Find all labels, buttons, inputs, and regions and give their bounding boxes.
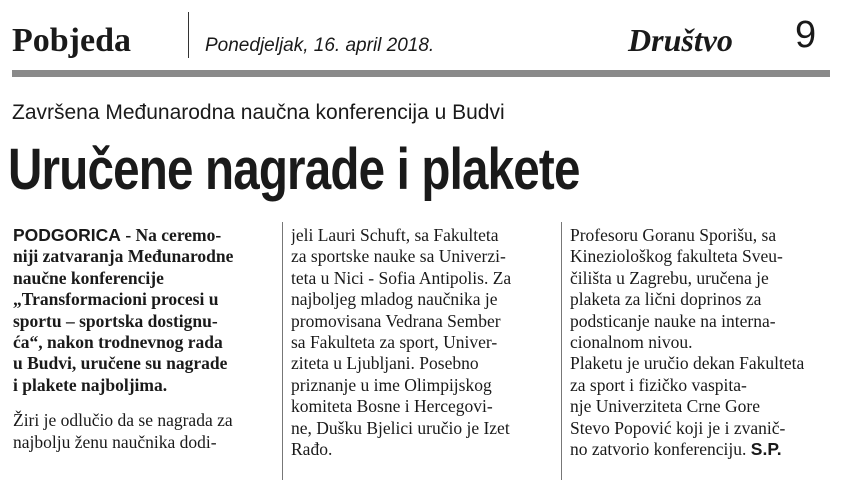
article-kicker: Završena Međunarodna naučna konferencija u Budvi (12, 101, 505, 124)
body-line: ne, Dušku Bjelici uručio je Izet (291, 417, 510, 438)
column-rule-1 (282, 222, 283, 480)
body-line: najbolju ženu naučnika dodi- (13, 431, 217, 452)
column-rule-2 (561, 222, 562, 480)
body-line: ziteta u Ljubljani. Posebno (291, 353, 479, 374)
lead-line: naučne konferencije (13, 267, 164, 288)
body-line: plaketa za lični doprinos za (570, 289, 762, 310)
lead-line: i plakete najboljima. (13, 374, 168, 395)
body-line: Plaketu je uručio dekan Fakulteta (570, 353, 805, 374)
body-line: priznanje u ime Olimpijskog (291, 374, 492, 395)
body-line: teta u Nici - Sofia Antipolis. Za (291, 267, 512, 288)
masthead-rule (12, 70, 830, 77)
lead-line (13, 225, 271, 246)
article-column-1 (13, 225, 271, 453)
body-line: sa Fakulteta za sport, Univer- (291, 331, 498, 352)
body-line: cionalnom nivou. (570, 331, 693, 352)
author-signature: S.P. (750, 438, 782, 459)
body-line: za sport i fizičko vaspita- (570, 374, 747, 395)
body-line: Kineziološkog fakulteta Sveu- (570, 246, 783, 267)
lead-line: ća“, nakon trodnevnog rada (13, 331, 223, 352)
body-line: za sportske nauke sa Univerzi- (291, 246, 506, 267)
body-line: nje Univerziteta Crne Gore (570, 396, 760, 417)
body-line: podsticanje nauke na internа- (570, 310, 776, 331)
body-line: Žiri je odlučio da se nagrada za (13, 410, 233, 431)
body-line: Rađo. (291, 438, 333, 459)
masthead (0, 0, 846, 78)
article-column-2 (291, 225, 549, 460)
issue-date: Ponedjeljak, 16. april 2018. (205, 35, 435, 56)
page-number: 9 (795, 14, 817, 56)
body-text: no zatvorio konferenciju. (570, 438, 747, 459)
article-headline: Uručene nagrade i plakete (8, 137, 580, 202)
body-line: najboljeg mladog naučnika je (291, 289, 498, 310)
article-column-3 (570, 225, 828, 460)
newspaper-name: Pobjeda (12, 22, 131, 59)
body-line: komiteta Bosne i Hercegovi- (291, 396, 493, 417)
lead-line: u Budvi, uručene su nagrade (13, 353, 228, 374)
lead-text: - Na ceremo- (120, 225, 222, 245)
lead-line: „Transformacioni procesi u (13, 289, 219, 310)
dateline: PODGORICA (13, 225, 121, 245)
section-name: Društvo (628, 22, 733, 58)
body-line: čilišta u Zagrebu, uručena je (570, 267, 769, 288)
body-line: jeli Lauri Schuft, sa Fakulteta (291, 225, 499, 245)
paragraph-gap (13, 396, 271, 410)
body-line: promovisana Vedrana Sember (291, 310, 501, 331)
body-line: Profesoru Goranu Sporišu, sa (570, 225, 777, 245)
body-line-final (570, 439, 828, 460)
masthead-divider (188, 12, 189, 58)
lead-line: sportu – sportska dostignu- (13, 310, 218, 331)
lead-line: niji zatvaranja Međunarodne (13, 246, 234, 267)
body-line: Stevo Popović koji je i zvanič- (570, 417, 786, 438)
